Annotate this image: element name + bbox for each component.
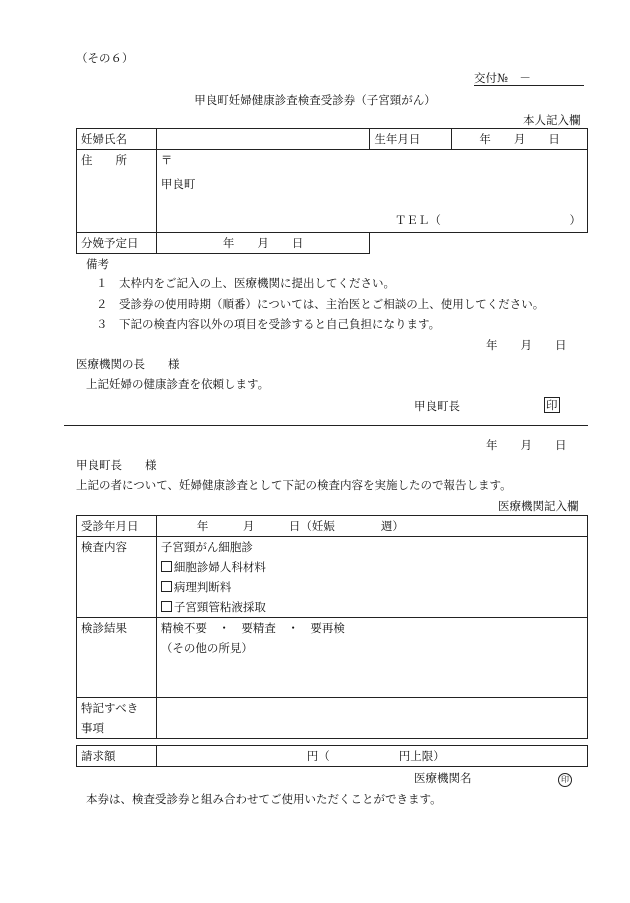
exam-item-pathology[interactable]: 病理判断料 [161, 577, 583, 597]
checkbox-icon[interactable] [161, 581, 172, 592]
visit-date-field[interactable] [156, 516, 587, 537]
due-date-placeholder: 年 月 日 [222, 236, 304, 250]
billing-table [76, 745, 588, 767]
exam-result-field[interactable] [156, 618, 587, 698]
issue-number-label: 交付№ － [474, 71, 531, 85]
note-item: ３ 下記の検査内容以外の項目を受診すると自己負担になります。 [96, 317, 441, 331]
checkbox-icon[interactable] [161, 601, 172, 612]
result-other: （その他の所見） [160, 641, 253, 655]
exam-result-label: 検診結果 [77, 618, 157, 698]
institution-name-label: 医療機関名 [414, 771, 472, 785]
address-label: 住 所 [77, 150, 157, 233]
dob-placeholder: 年 月 日 [479, 132, 560, 146]
request-stamp: 印 [546, 398, 558, 412]
request-body: 上記妊婦の健康診査を依頼します。 [86, 377, 270, 391]
due-date-label: 分娩予定日 [77, 233, 157, 254]
exam-content-main: 子宮頸がん細胞診 [160, 540, 253, 554]
form-number: （その６） [76, 51, 134, 65]
exam-content-field [156, 537, 587, 618]
report-table [76, 515, 588, 739]
due-date-field[interactable] [156, 233, 370, 254]
footer-note: 本券は、検査受診券と組み合わせてご使用いただくことができます。 [86, 792, 442, 806]
postal-mark: 〒 [160, 153, 173, 167]
self-fill-label: 本人記入欄 [523, 113, 581, 127]
billing-value: 円（ 円上限） [306, 749, 445, 763]
request-addressee: 医療機関の長 様 [76, 357, 180, 371]
dob-field[interactable] [452, 129, 588, 150]
issue-number-underline [474, 85, 584, 86]
dob-label: 生年月日 [370, 129, 452, 150]
report-date: 年 月 日 [486, 438, 567, 452]
exam-item-cytology[interactable]: 細胞診婦人科材料 [161, 557, 583, 577]
section-divider [64, 425, 588, 426]
document-title: 甲良町妊婦健康診査検査受診券（子宮頸がん） [194, 93, 436, 107]
report-addressee: 甲良町長 様 [76, 458, 157, 472]
note-item: ２ 受診券の使用時期（順番）については、主治医とご相談の上、使用してください。 [96, 297, 545, 311]
visit-date-value: 年 月 日（妊娠 週） [196, 519, 404, 533]
notes-heading: 備考 [86, 257, 109, 271]
institution-fill-label: 医療機関記入欄 [498, 499, 579, 513]
institution-stamp: 印 [558, 771, 572, 787]
billing-label: 請求額 [77, 746, 157, 767]
visit-date-label: 受診年月日 [77, 516, 157, 537]
exam-content-label: 検査内容 [77, 537, 157, 618]
checkbox-icon[interactable] [161, 561, 172, 572]
result-options: 精検不要 ・ 要精査 ・ 要再検 [160, 621, 345, 635]
address-field[interactable] [156, 150, 587, 233]
note-item: １ 太枠内をご記入の上、医療機関に提出してください。 [96, 276, 395, 290]
town-name: 甲良町 [160, 177, 196, 191]
special-notes-label: 特記すべき 事項 [77, 698, 157, 739]
special-notes-field[interactable] [156, 698, 587, 739]
tel-close: ） [569, 213, 581, 227]
report-body: 上記の者について、妊婦健康診査として下記の検査内容を実施したので報告します。 [76, 478, 512, 492]
personal-info-table [76, 128, 588, 254]
name-label: 妊婦氏名 [77, 129, 157, 150]
tel-label: ＴＥＬ（ [394, 213, 441, 227]
billing-field[interactable] [156, 746, 587, 767]
name-field[interactable] [156, 129, 370, 150]
request-date: 年 月 日 [486, 338, 567, 352]
exam-item-mucus[interactable]: 子宮頸管粘液採取 [161, 597, 583, 617]
request-signer: 甲良町長 [414, 399, 460, 413]
